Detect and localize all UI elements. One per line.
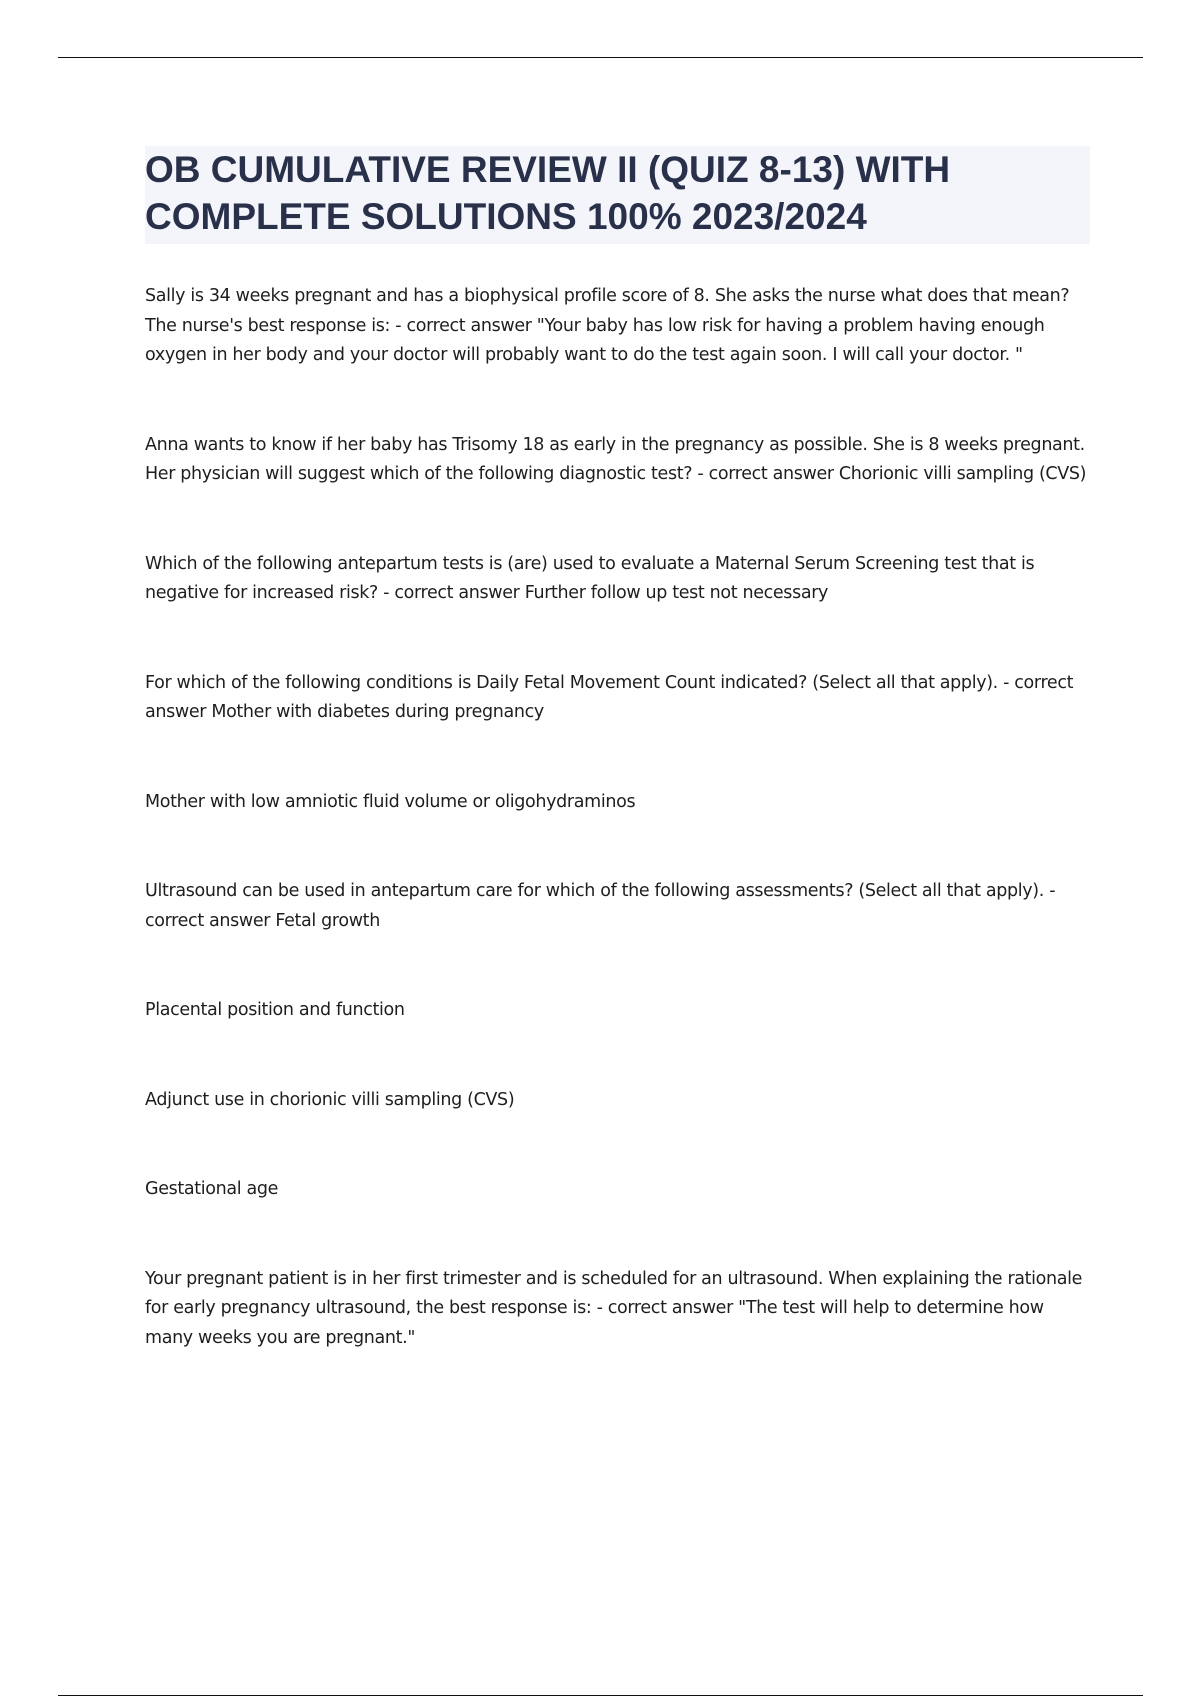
qa-block-biophysical-profile: Sally is 34 weeks pregnant and has a biophysical profile score of 8. She asks the nurse what does that mean? The nurse's best response is: - correct answer "Your baby has low risk for having a problem having enough oxygen in her body and your doctor will probably want to do the test again soon. I will call your doctor. " [145, 286, 1070, 365]
qa-block-fetal-movement-count: For which of the following conditions is Daily Fetal Movement Count indicated? (Select all that apply). - correct answer Mother with diabetes during pregnancy [145, 672, 1074, 722]
qa-block-early-ultrasound: Your pregnant patient is in her first trimester and is scheduled for an ultrasound. When explaining the rationale for early pregnancy ultrasound, the best response is: - correct answer "The test will help to determine how many weeks you are pregnant." [145, 1268, 1083, 1348]
qa-block-maternal-serum-screening: Which of the following antepartum tests is (are) used to evaluate a Maternal Serum Screening test that is negative for increased risk? - correct answer Further follow up test not necessary [145, 553, 1035, 603]
answer-line-cvs-adjunct: Adjunct use in chorionic villi sampling (CVS) [145, 1089, 515, 1110]
answer-line-placental-position: Placental position and function [145, 1000, 405, 1020]
document-page [145, 146, 1090, 1353]
qa-block-ultrasound-assessments: Ultrasound can be used in antepartum care for which of the following assessments? (Select all that apply). - correct answer Fetal growth [145, 881, 1056, 931]
qa-block-trisomy-18: Anna wants to know if her baby has Trisomy 18 as early in the pregnancy as possible. She is 8 weeks pregnant. Her physician will suggest which of the following diagnostic test? - correct answer Chorionic villi sampling (CVS) [145, 434, 1087, 484]
title-banner [145, 146, 1090, 244]
document-title: OB CUMULATIVE REVIEW II (QUIZ 8-13) WITH COMPLETE SOLUTIONS 100% 2023/2024 [145, 149, 951, 237]
answer-line-gestational-age: Gestational age [145, 1179, 279, 1199]
bottom-rule [58, 1695, 1143, 1696]
top-rule [58, 57, 1143, 58]
answer-line-oligohydramnios: Mother with low amniotic fluid volume or oligohydraminos [145, 791, 636, 812]
